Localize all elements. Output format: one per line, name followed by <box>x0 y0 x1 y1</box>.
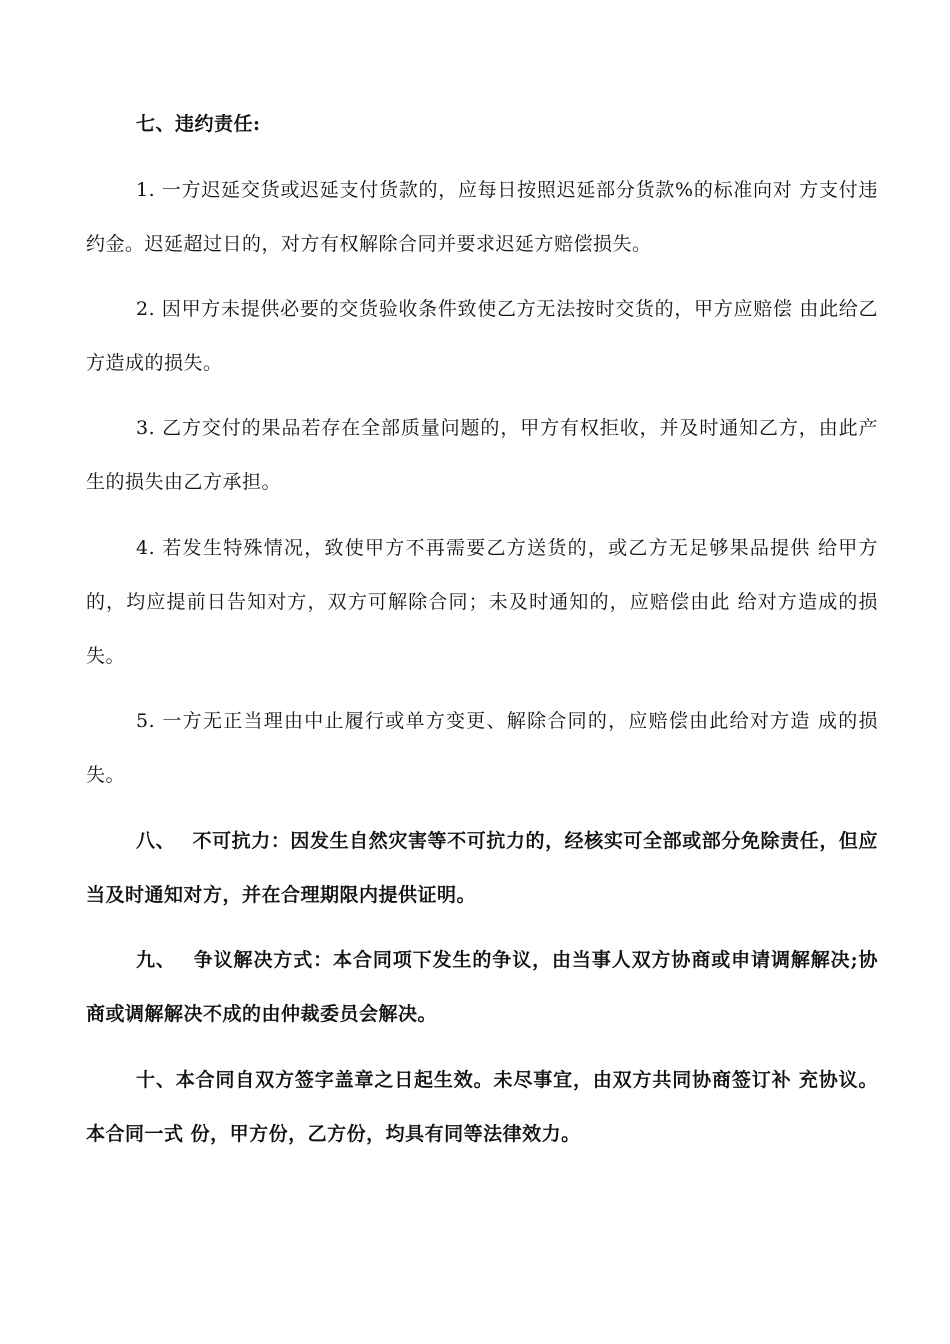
clause-3-quality-issues: 3. 乙方交付的果品若存在全部质量问题的，甲方有权拒收，并及时通知乙方，由此产生的损失由乙方承担。 <box>86 417 878 493</box>
section-dispute-resolution: 九、 争议解决方式：本合同项下发生的争议，由当事人双方协商或申请调解解决;协商或调解解决不成的由仲裁委员会解决。 <box>86 949 878 1025</box>
clause-2-party-a-failure: 2. 因甲方未提供必要的交货验收条件致使乙方无法按时交货的，甲方应赔偿 由此给乙方造成的损失。 <box>86 298 878 374</box>
section-force-majeure: 八、 不可抗力：因发生自然灾害等不可抗力的，经核实可全部或部分免除责任，但应当及时通知对方，并在合理期限内提供证明。 <box>86 830 878 906</box>
clause-5-unilateral-termination: 5. 一方无正当理由中止履行或单方变更、解除合同的，应赔偿由此给对方造 成的损失。 <box>86 710 878 786</box>
clause-4-special-circumstances: 4. 若发生特殊情况，致使甲方不再需要乙方送货的，或乙方无足够果品提供 给甲方的，均应提前日告知对方，双方可解除合同；未及时通知的，应赔偿由此 给对方造成的损失。 <box>86 537 878 667</box>
section-effective-date: 十、本合同自双方签字盖章之日起生效。未尽事宜，由双方共同协商签订补 充协议。本合同一式 份，甲方份，乙方份，均具有同等法律效力。 <box>86 1069 878 1145</box>
clause-1-late-delivery-penalty: 1. 一方迟延交货或迟延支付货款的，应每日按照迟延部分货款%的标准向对 方支付违约金。迟延超过日的，对方有权解除合同并要求迟延方赔偿损失。 <box>86 179 878 255</box>
section-heading-breach-liability: 七、违约责任: <box>136 113 261 135</box>
